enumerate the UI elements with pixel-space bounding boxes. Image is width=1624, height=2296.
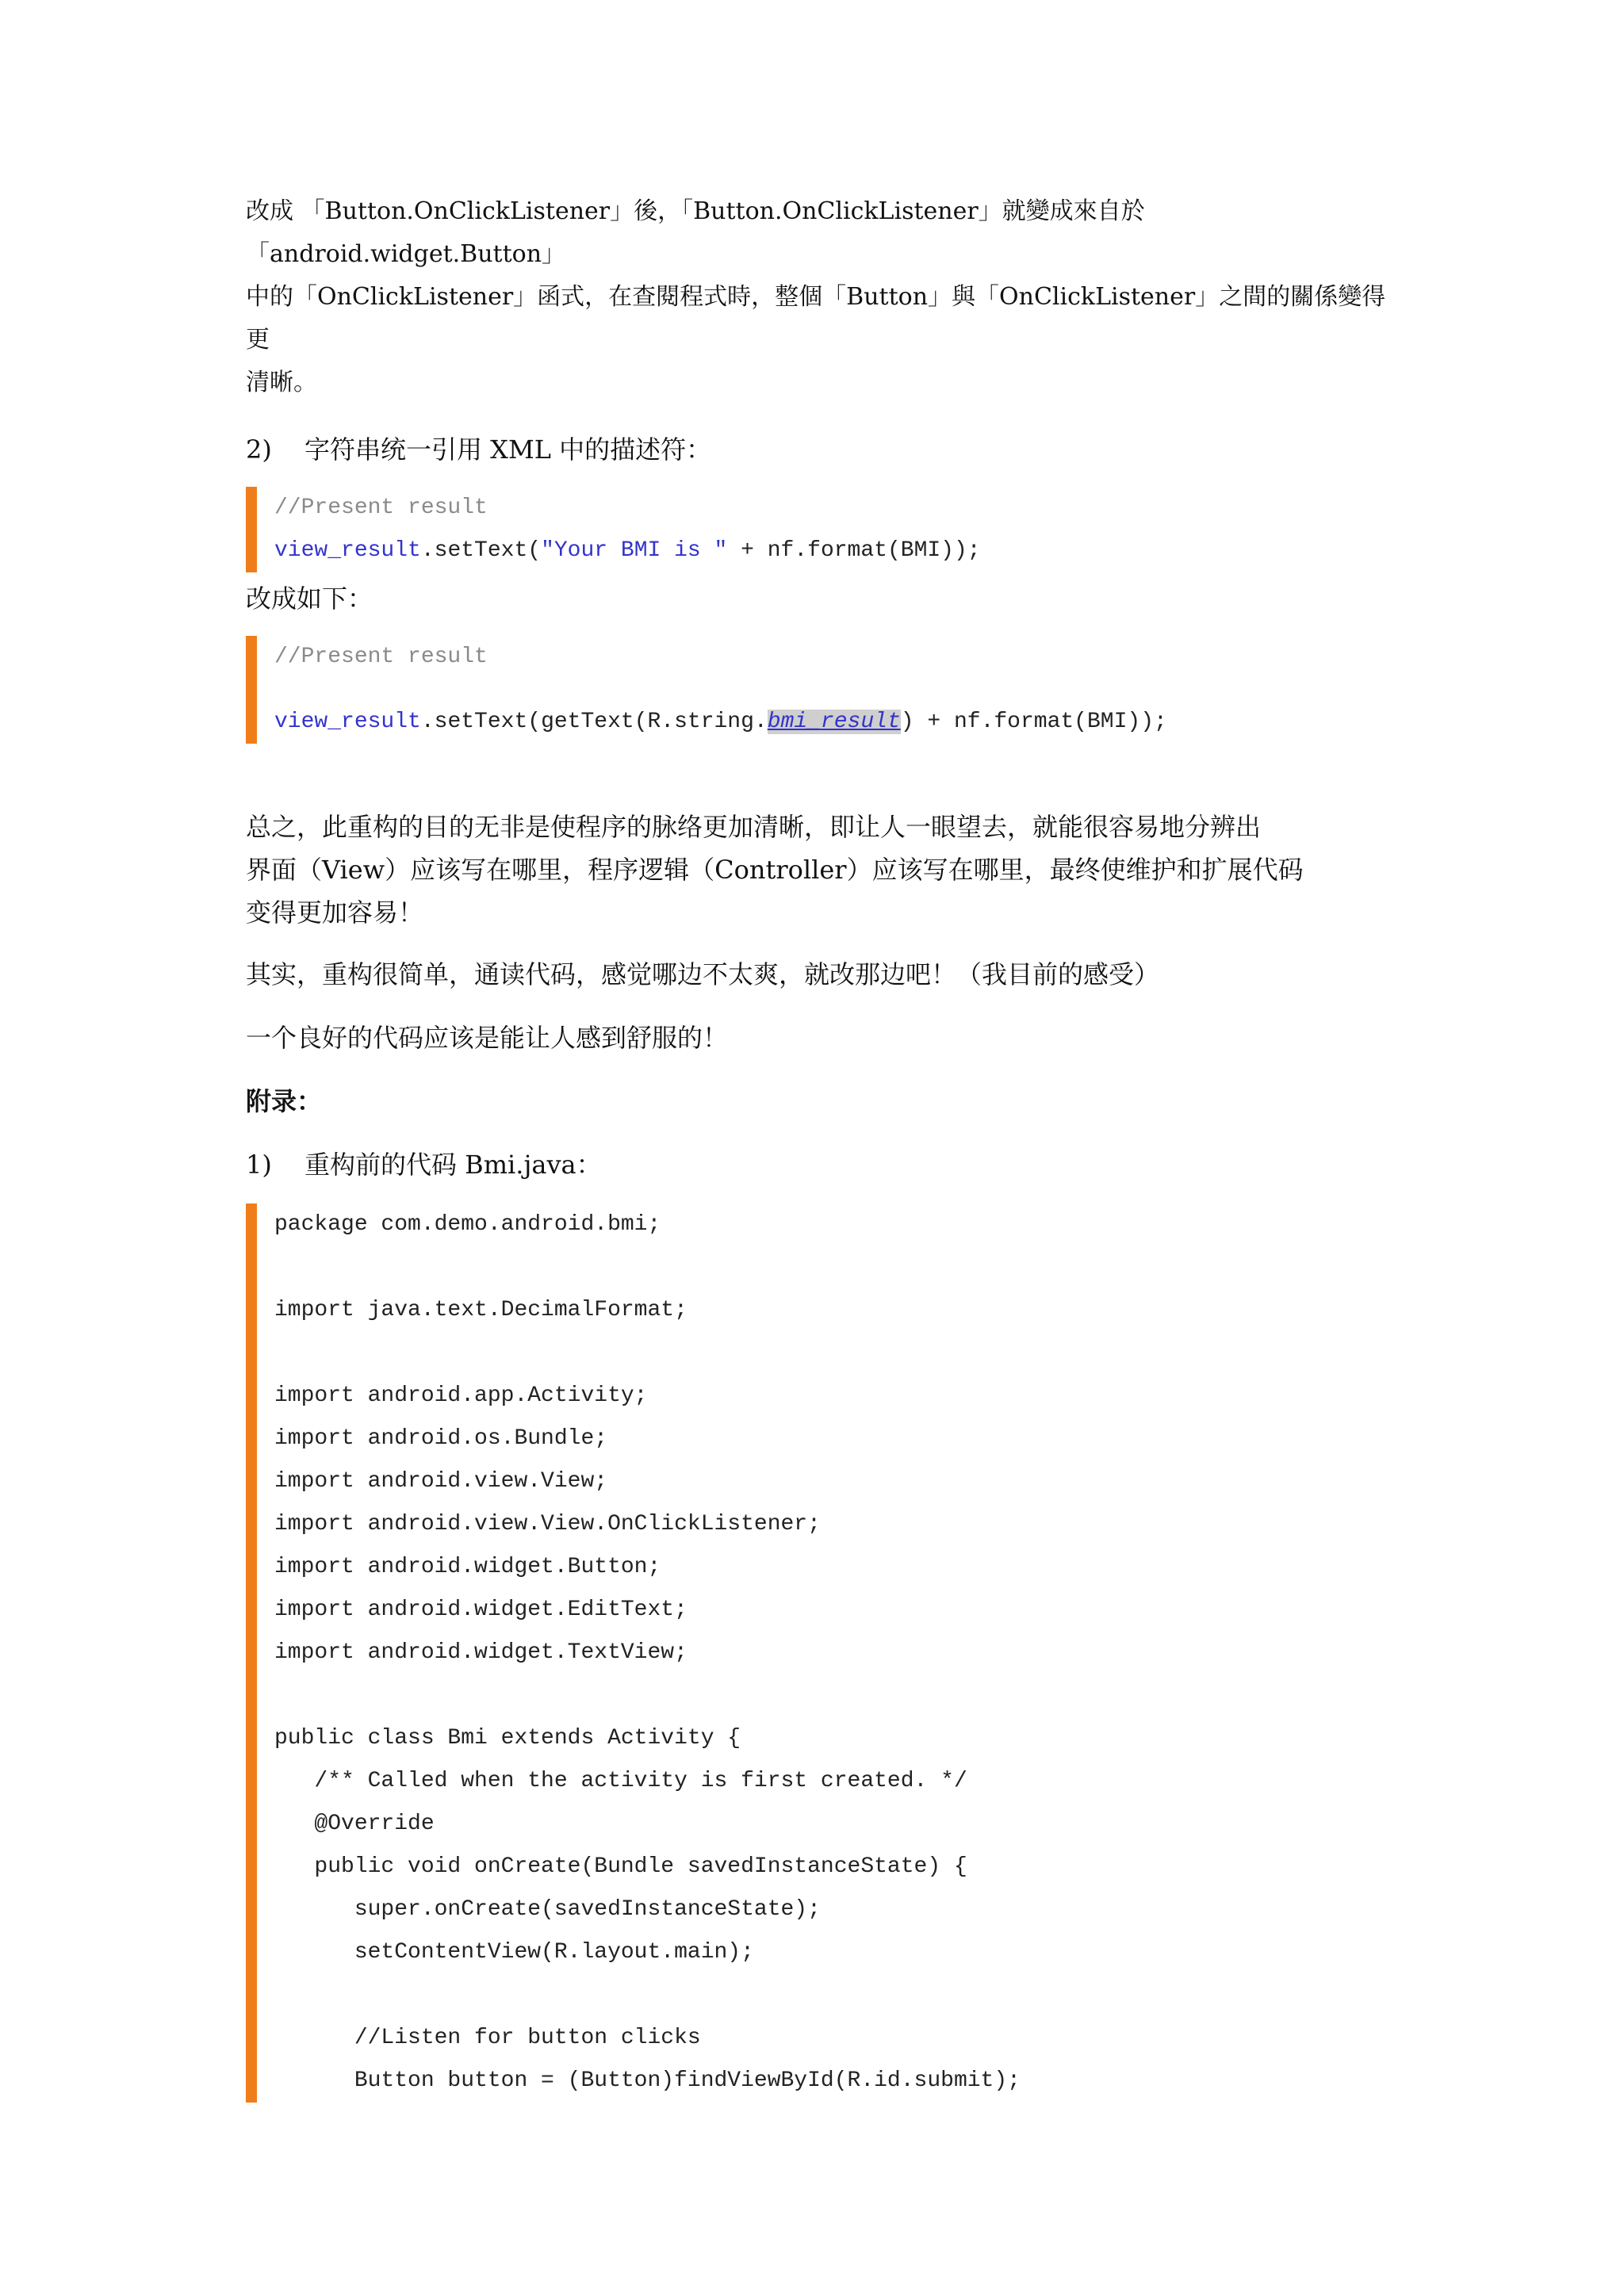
code-comment: //Present result: [274, 496, 488, 520]
code-comment: //Present result: [274, 645, 488, 669]
code-line: public class Bmi extends Activity {: [274, 1726, 741, 1751]
code-line: [274, 1332, 1388, 1375]
code-line: import android.view.View;: [274, 1469, 608, 1494]
code-line: package com.demo.android.bmi;: [274, 1212, 661, 1237]
code-call: .setText(getText(R.string.: [420, 710, 768, 734]
intro-line-1: 改成 「Button.OnClickListener」後，「Button.OnClickListener」就變成來自於「android.widget.Button」: [246, 197, 1145, 268]
code-line: //Listen for button clicks: [274, 2026, 701, 2050]
code-tail: + nf.format(BMI));: [727, 538, 981, 563]
appendix-heading: 附录：: [246, 1086, 323, 1116]
summary-line-3: 变得更加容易！: [246, 897, 424, 928]
code-line: import android.os.Bundle;: [274, 1426, 608, 1451]
code-tail: ) + nf.format(BMI));: [900, 710, 1167, 734]
summary-line-1: 总之，此重构的目的无非是使程序的脉络更加清晰，即让人一眼望去，就能很容易地分辨出: [246, 812, 1262, 842]
code-line: setContentView(R.layout.main);: [274, 1940, 754, 1965]
changed-label: 改成如下：: [246, 584, 373, 614]
code-line: [274, 1246, 1388, 1289]
code-var: view_result: [274, 538, 421, 563]
code-line: import java.text.DecimalFormat;: [274, 1298, 688, 1322]
code-line: Button button = (Button)findViewById(R.id.submit);: [274, 2068, 1021, 2093]
code-call: .setText(: [420, 538, 542, 563]
paragraph-refactor: 其实，重构很简单，通读代码，感觉哪边不太爽，就改那边吧！（我目前的感受）: [246, 959, 1160, 989]
list-item-2: [246, 428, 1388, 471]
document-page: [246, 190, 1388, 2103]
code-block-changed: [246, 636, 1388, 744]
paragraph-good-code: 一个良好的代码应该是能让人感到舒服的！: [246, 1023, 729, 1053]
code-line: super.onCreate(savedInstanceState);: [274, 1897, 821, 1922]
code-line: import android.widget.EditText;: [274, 1598, 688, 1622]
code-block-present: [246, 487, 1388, 572]
code-var: view_result: [274, 710, 421, 734]
list-number: 1): [246, 1150, 272, 1180]
code-line: /** Called when the activity is first created. */: [274, 1769, 967, 1793]
code-line: import android.widget.TextView;: [274, 1640, 688, 1665]
code-line: @Override: [274, 1812, 435, 1836]
highlighted-resource: bmi_result: [767, 710, 901, 734]
intro-line-2: 中的「OnClickListener」函式，在查閱程式時，整個「Button」與「OnClickListener」之間的關係變得更: [246, 283, 1386, 354]
code-line: import android.widget.Button;: [274, 1555, 661, 1579]
list-number: 2): [246, 434, 272, 465]
code-blank: [274, 679, 1388, 701]
summary-line-2: 界面（View）应该写在哪里，程序逻辑（Controller）应该写在哪里，最终使维护和扩展代码: [246, 855, 1304, 885]
code-line: [274, 701, 1388, 744]
list-item-1: [246, 1143, 1388, 1186]
code-line: import android.view.View.OnClickListener;: [274, 1512, 821, 1536]
list-text: 字符串统一引用 XML 中的描述符：: [304, 434, 712, 465]
summary-paragraph: [246, 806, 1388, 934]
code-line: [274, 530, 1388, 572]
list-text: 重构前的代码 Bmi.java：: [304, 1150, 602, 1180]
code-block-bmi-java: [246, 1203, 1388, 2103]
code-line: public void onCreate(Bundle savedInstanceState) {: [274, 1854, 967, 1879]
code-line: [274, 1974, 1388, 2017]
intro-line-3: 清晰。: [246, 369, 317, 396]
code-line: import android.app.Activity;: [274, 1383, 648, 1408]
code-string: "Your BMI is ": [541, 538, 728, 563]
code-line: [274, 1674, 1388, 1717]
intro-paragraph: [246, 190, 1388, 404]
